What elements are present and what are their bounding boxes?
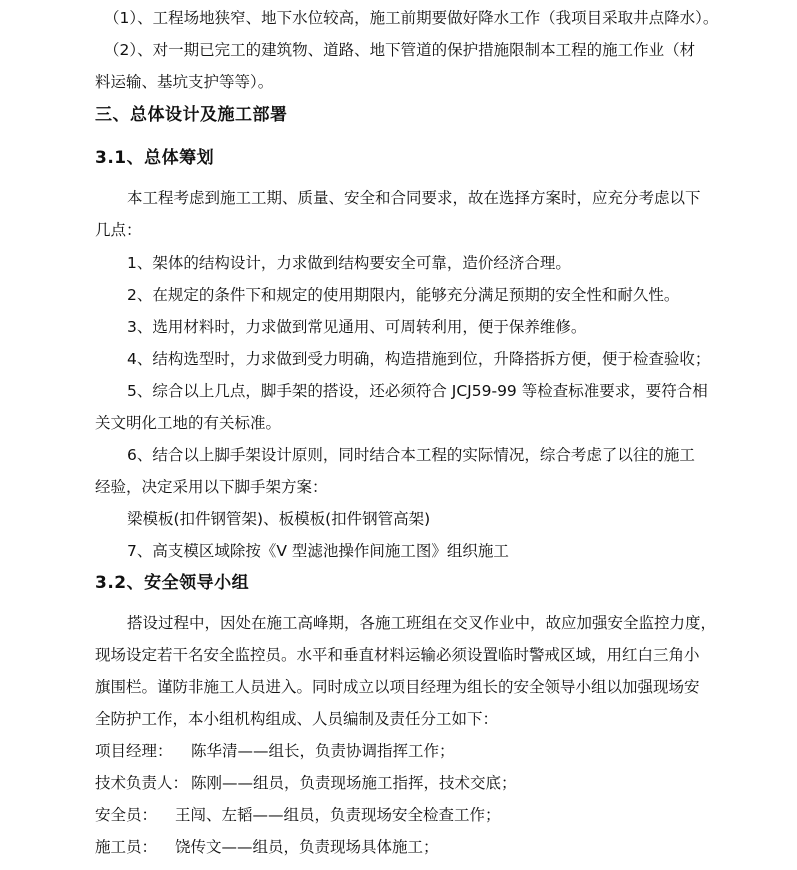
design-point-6: 6、结合以上脚手架设计原则，同时结合本工程的实际情况，综合考虑了以往的施工	[127, 446, 695, 464]
team-member-construction-officer	[95, 836, 439, 858]
team-member-safety-officer	[95, 804, 501, 826]
member-role: 技术负责人：	[95, 774, 189, 792]
member-detail: 饶传文——组员，负责现场具体施工；	[175, 838, 439, 856]
member-role: 安全员：	[95, 806, 158, 824]
member-detail: 陈刚——组员，负责现场施工指挥，技术交底；	[191, 774, 517, 792]
team-member-project-manager	[95, 740, 455, 762]
design-point-5-continued: 关文明化工地的有关标准。	[95, 414, 282, 432]
subsection-1-intro-line-2: 几点：	[95, 221, 142, 239]
member-detail: 陈华清——组长，负责协调指挥工作；	[191, 742, 455, 760]
design-point-6-continued: 经验，决定采用以下脚手架方案：	[95, 478, 328, 496]
safety-paragraph-line-2: 现场设定若干名安全监控员。水平和垂直材料运输必须设置临时警戒区域，用红白三角小	[95, 646, 700, 664]
safety-paragraph-line-1: 搭设过程中，因处在施工高峰期，各施工班组在交叉作业中，故应加强安全监控力度，	[127, 614, 717, 632]
safety-paragraph-line-3: 旗围栏。谨防非施工人员进入。同时成立以项目经理为组长的安全领导小组以加强现场安	[95, 678, 700, 696]
team-member-technical-lead	[95, 772, 517, 794]
subsection-1-title: 3.1、总体筹划	[95, 148, 215, 168]
design-point-2: 2、在规定的条件下和规定的使用期限内，能够充分满足预期的安全性和耐久性。	[127, 286, 680, 304]
intro-item-2-continued: 料运输、基坑支护等等）。	[95, 73, 274, 91]
intro-item-1: （1）、工程场地狭窄、地下水位较高，施工前期要做好降水工作（我项目采取井点降水）。	[104, 9, 719, 27]
member-role: 项目经理：	[95, 742, 173, 760]
subsection-1-intro-line-1: 本工程考虑到施工工期、质量、安全和合同要求，故在选择方案时，应充分考虑以下	[127, 189, 701, 207]
section-title: 三、总体设计及施工部署	[95, 105, 288, 125]
safety-paragraph-line-4: 全防护工作，本小组机构组成、人员编制及责任分工如下：	[95, 710, 499, 728]
design-point-1: 1、架体的结构设计，力求做到结构要安全可靠，造价经济合理。	[127, 254, 571, 272]
subsection-2-title: 3.2、安全领导小组	[95, 573, 250, 593]
scaffold-scheme: 梁模板(扣件钢管架)、板模板(扣件钢管高架)	[127, 510, 431, 528]
design-point-4: 4、结构选型时，力求做到受力明确，构造措施到位，升降搭拆方便，便于检查验收；	[127, 350, 711, 368]
design-point-7: 7、高支模区域除按《V 型滤池操作间施工图》组织施工	[127, 542, 509, 560]
design-point-3: 3、选用材料时，力求做到常见通用、可周转利用，便于保养维修。	[127, 318, 587, 336]
member-detail: 王闯、左韬——组员，负责现场安全检查工作；	[175, 806, 501, 824]
design-point-5: 5、综合以上几点，脚手架的搭设，还必须符合 JCJ59-99 等检查标准要求，要符合相	[127, 382, 708, 400]
member-role: 施工员：	[95, 838, 158, 856]
intro-item-2: （2）、对一期已完工的建筑物、道路、地下管道的保护措施限制本工程的施工作业（材	[104, 41, 696, 59]
